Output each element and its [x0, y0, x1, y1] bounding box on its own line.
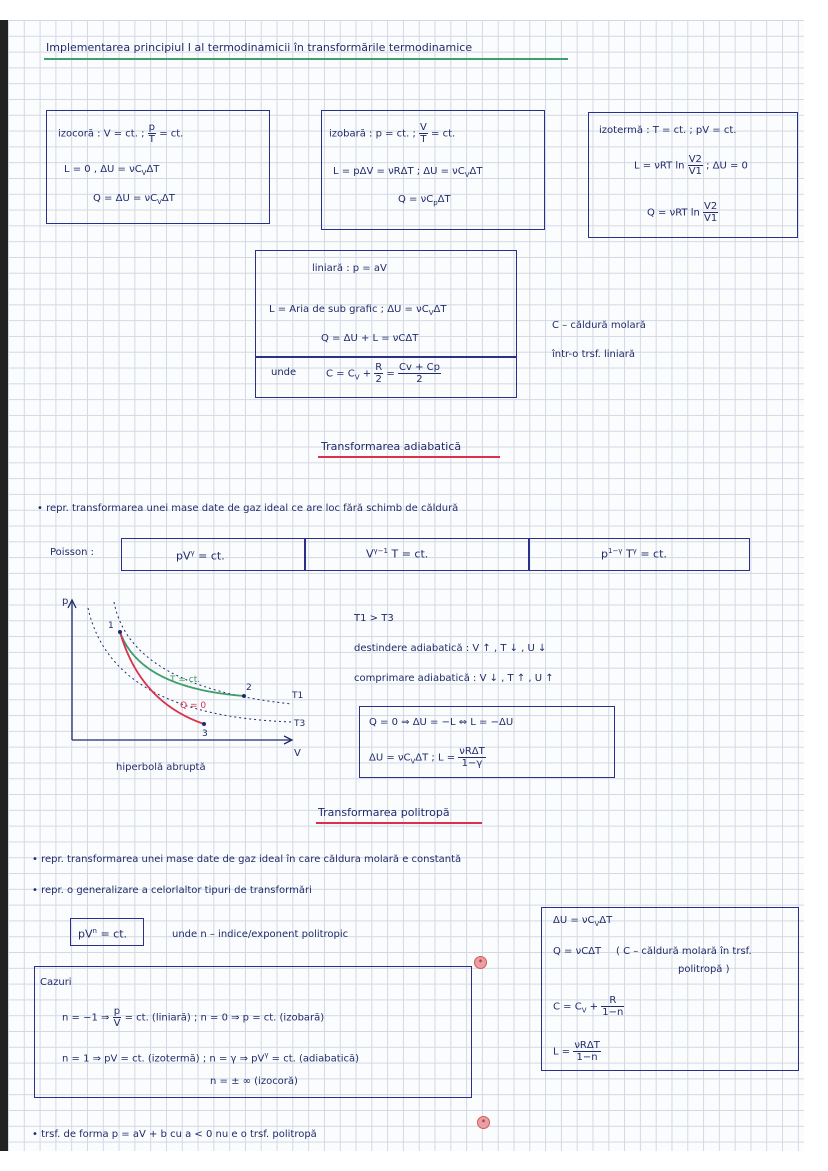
sup: 1−γ — [607, 547, 623, 555]
adiabatica-underline — [318, 456, 500, 458]
izocora-l1-text: izocoră : V = ct. ; — [58, 128, 145, 140]
sub: V — [354, 373, 360, 382]
frac-den: 1−γ — [461, 758, 483, 769]
liniara-frac — [374, 362, 383, 385]
point-1 — [118, 630, 122, 634]
c2-end: = ct. (adiabatică) — [268, 1053, 359, 1065]
politropa-heading: Transformarea politropă — [318, 806, 450, 819]
r3: C = C — [553, 1001, 582, 1013]
adiabatica-heading: Transformarea adiabatică — [321, 440, 462, 453]
izocora-line3 — [93, 192, 175, 209]
frac-num: V2 — [688, 154, 702, 165]
graph-caption: hiperbolă abruptă — [116, 762, 206, 773]
adiabatic-box-line2 — [369, 746, 486, 769]
liniara-l2: L = Aria de sub grafic ; ΔU = νC — [269, 304, 429, 315]
poisson-divider-1 — [304, 538, 306, 571]
izoterma-frac2 — [703, 201, 718, 224]
sub: p — [433, 199, 438, 207]
cell2-text: V — [366, 547, 374, 561]
pol-r1 — [553, 914, 612, 931]
sub: V — [410, 757, 416, 766]
izobara-line1 — [329, 122, 455, 145]
sub: V — [428, 309, 434, 317]
title-underline — [44, 58, 568, 60]
t1-label: T1 — [292, 691, 304, 701]
cell3-mid: T — [622, 547, 633, 561]
liniara-unde: unde — [271, 367, 297, 378]
eq-end: = ct. — [96, 927, 128, 941]
sub: V — [581, 1006, 587, 1015]
izocora-l3-end: ΔT — [161, 193, 175, 204]
sub: V — [141, 169, 147, 177]
sup: n — [92, 927, 97, 935]
izobara-l1-text: izobară : p = ct. ; — [329, 128, 416, 140]
izoterma-frac — [688, 154, 703, 177]
sub: V — [464, 171, 470, 179]
c2: n = 1 ⇒ pV = ct. (izotermă) ; n = γ ⇒ pV — [62, 1053, 265, 1065]
frac-num: p — [148, 122, 155, 133]
frac-num: V — [420, 122, 427, 133]
liniara-line2 — [269, 303, 446, 320]
frac-num: νRΔT — [459, 746, 485, 757]
cell1-text: pV — [176, 549, 191, 563]
point-3-label: 3 — [202, 729, 208, 739]
adiabatic-box-line1: Q = 0 ⇒ ΔU = −L ⇔ L = −ΔU — [369, 717, 514, 728]
poisson-cell-2 — [366, 545, 428, 561]
sub: V — [157, 198, 162, 206]
izobara-l3: Q = νC — [398, 194, 434, 205]
liniara-line4 — [326, 362, 441, 385]
liniara-l4: C = C — [326, 368, 355, 380]
binder-margin — [0, 20, 8, 1151]
frac-num: V2 — [704, 201, 718, 212]
isotherm-label: T = ct. — [170, 675, 201, 685]
politropa-bullet-2: • repr. o generalizare a celorlaltor tipuri de transformări — [32, 885, 312, 896]
cazuri-title: Cazuri — [40, 977, 72, 988]
c1a: n = −1 ⇒ — [62, 1012, 110, 1024]
comprimare-line: comprimare adiabatică : V ↓ , T ↑ , U ↑ — [354, 673, 554, 684]
axis-p-label: p — [62, 596, 69, 607]
sup: γ — [264, 1051, 269, 1059]
pol-r2-paren: ( C – căldură molară în trsf. — [616, 946, 752, 957]
destindere-line: destindere adiabatică : V ↑ , T ↓ , U ↓ — [354, 643, 547, 654]
isotherm-curve — [120, 632, 244, 696]
pol-r2-paren2: politropă ) — [678, 964, 730, 975]
star-icon-2: * — [477, 1116, 490, 1129]
poisson-cell-1 — [176, 547, 225, 563]
frac-den: V1 — [688, 166, 702, 177]
point-3 — [202, 722, 206, 726]
equals: = — [386, 368, 395, 380]
frac-den: T — [420, 134, 427, 145]
axis-v-label: V — [294, 748, 301, 759]
caz-line-2 — [62, 1049, 359, 1065]
izocora-l1-end: = ct. — [159, 128, 184, 140]
liniara-l2-end: ΔT — [433, 304, 447, 315]
izobara-line3 — [398, 193, 451, 210]
box-l2: ΔU = νC — [369, 752, 411, 764]
politropa-eq — [78, 925, 127, 941]
izocora-line2 — [64, 163, 159, 180]
c1b: = ct. (liniară) ; n = 0 ⇒ p = ct. (izobară) — [124, 1012, 325, 1024]
page-title: Implementarea principiul I al termodinamicii în transformările termodinamice — [46, 41, 473, 54]
cell2-end: T = ct. — [388, 547, 429, 561]
pol-r2: Q = νCΔT — [553, 946, 602, 957]
adiabatica-bullet: • repr. transformarea unei mase date de gaz ideal ce are loc fără schimb de căldură — [37, 503, 459, 514]
star-icon: * — [474, 956, 487, 969]
frac-num: Cv + Cp — [398, 362, 440, 373]
frac-den: V — [113, 1018, 121, 1029]
izoterma-line2 — [634, 154, 748, 177]
izocora-l2-end: ΔT — [146, 164, 160, 175]
liniara-note1: C – căldură molară — [552, 320, 646, 331]
t3-label: T3 — [294, 719, 306, 729]
frac-den: V1 — [704, 213, 718, 224]
liniara-line3: Q = ΔU + L = νCΔT — [321, 333, 419, 344]
frac-den: 2 — [416, 374, 423, 385]
pol-r3 — [553, 995, 624, 1018]
liniara-frac2 — [398, 362, 441, 385]
liniara-line1: liniară : p = aV — [312, 263, 387, 274]
eq-text: pV — [78, 927, 93, 941]
izoterma-l2: L = νRT ln — [634, 160, 685, 172]
politropa-unde: unde n – indice/exponent politropic — [172, 929, 349, 940]
r1: ΔU = νC — [553, 915, 595, 926]
izobara-line2 — [333, 165, 483, 182]
last-bullet: • trsf. de forma p = aV + b cu a < 0 nu e o trsf. politropă — [32, 1129, 317, 1140]
frac-den: 2 — [375, 374, 382, 385]
r1-end: ΔT — [599, 915, 613, 926]
caz-line-1 — [62, 1006, 324, 1029]
point-1-label: 1 — [108, 621, 114, 631]
caz-line-3: n = ± ∞ (izocoră) — [210, 1076, 298, 1087]
izoterma-l3: Q = νRT ln — [647, 207, 700, 219]
izocora-l3: Q = ΔU = νC — [93, 193, 158, 204]
cell3-end: = ct. — [636, 547, 667, 561]
box-frac — [458, 746, 485, 769]
izocora-frac — [148, 122, 156, 145]
adiabatic-graph — [52, 592, 322, 782]
sup: γ — [190, 549, 195, 557]
izobara-l1-end: = ct. — [431, 128, 456, 140]
liniara-divider — [255, 356, 516, 358]
frac-den: 1−n — [602, 1007, 624, 1018]
r4: L = — [553, 1046, 571, 1058]
frac-num: R — [375, 362, 383, 373]
izoterma-line3 — [647, 201, 718, 224]
izocora-l2: L = 0 , ΔU = νC — [64, 164, 142, 175]
isotherm-t1-dotted — [114, 602, 292, 704]
c1-frac — [113, 1006, 122, 1029]
r3-frac — [601, 995, 624, 1018]
izocora-line1 — [58, 122, 183, 145]
politropa-underline — [316, 822, 482, 824]
izobara-frac — [419, 122, 428, 145]
plus: + — [362, 368, 372, 380]
pol-r4 — [553, 1040, 601, 1063]
frac-num: p — [113, 1006, 121, 1017]
sup: γ — [632, 547, 637, 555]
liniara-note2: într-o trsf. liniară — [552, 349, 636, 360]
poisson-label: Poisson : — [50, 547, 94, 558]
poisson-divider-2 — [528, 538, 530, 571]
izoterma-line1: izotermă : T = ct. ; pV = ct. — [599, 125, 737, 136]
izobara-l3-end: ΔT — [437, 194, 451, 205]
frac-den: T — [148, 134, 155, 145]
point-2 — [242, 694, 246, 698]
sup: γ−1 — [373, 547, 388, 555]
politropa-bullet-1: • repr. transformarea unei mase date de gaz ideal în care căldura molară e constantă — [32, 854, 462, 865]
frac-num: νRΔT — [574, 1040, 600, 1051]
cell1-end: = ct. — [194, 549, 225, 563]
izobara-l2-end: ΔT — [469, 166, 483, 177]
izoterma-l2-end: ; ΔU = 0 — [706, 160, 748, 172]
poisson-cell-3 — [601, 545, 667, 561]
box-l2-end: ΔT ; L = — [415, 752, 456, 764]
cell3-text: p — [601, 547, 608, 561]
frac-num: R — [601, 995, 624, 1007]
frac-den: 1−n — [576, 1052, 598, 1063]
izobara-l2: L = pΔV = νRΔT ; ΔU = νC — [333, 166, 465, 177]
r4-frac — [573, 1040, 600, 1063]
sub: V — [594, 920, 600, 928]
point-2-label: 2 — [246, 683, 252, 693]
adiabat-label: Q = 0 — [180, 701, 207, 711]
plus: + — [586, 1001, 599, 1013]
t-order: T1 > T3 — [354, 613, 394, 624]
